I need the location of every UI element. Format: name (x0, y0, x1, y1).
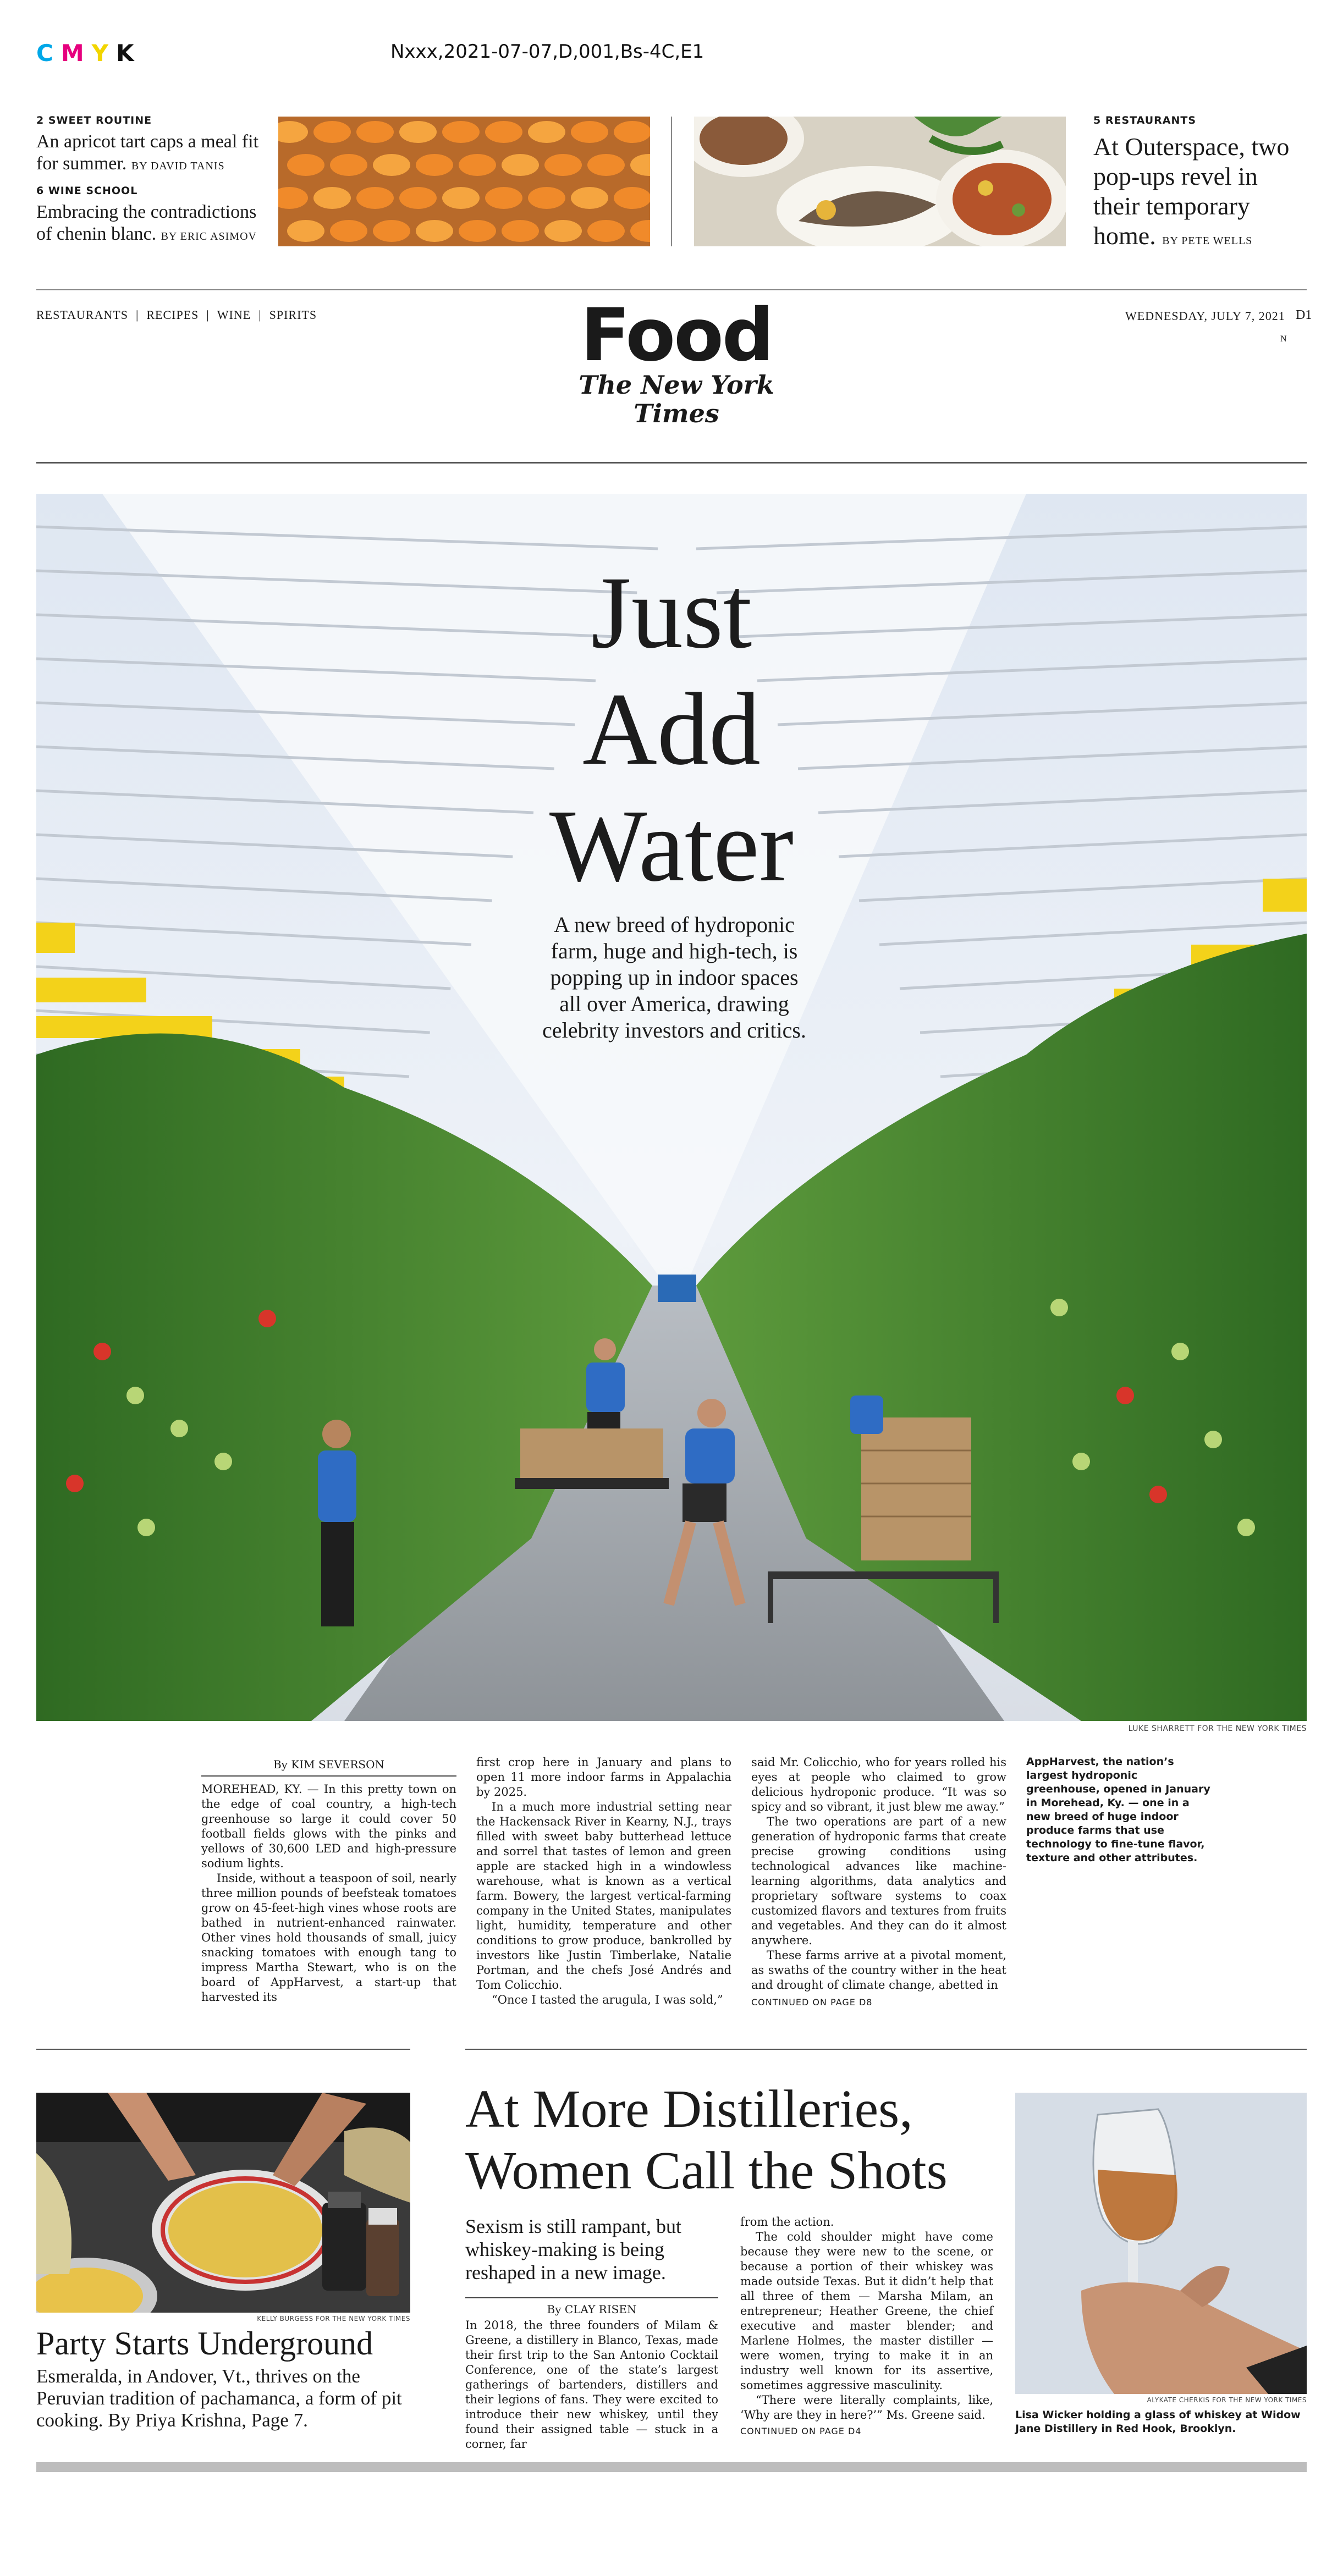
apricot-slice (544, 220, 582, 242)
apricot-slice (287, 154, 324, 176)
apricot-slice (485, 121, 522, 143)
apricot-slice (313, 187, 351, 209)
whiskey-glass-photo[interactable] (1015, 2093, 1307, 2394)
apricot-slice (502, 220, 539, 242)
tomato (258, 1310, 276, 1327)
distilleries-column-2 (740, 2215, 993, 2439)
footer-bar (36, 2462, 1307, 2472)
photo-cutline: AppHarvest, the nation’s largest hydroponic greenhouse, opened in January in Morehead, Ky. — one in a new breed of huge indoor produce farms that use technology to fine-tune flavor, texture and other attributes. (1026, 1756, 1210, 1864)
distilleries-column-1 (465, 2318, 718, 2452)
apricot-slice (587, 220, 625, 242)
photo-cutline: Lisa Wicker holding a glass of whiskey at Widow Jane Distillery in Red Hook, Brooklyn. (1015, 2409, 1301, 2435)
story-text: “Once I tasted the arugula, I was sold,” (492, 1993, 723, 2006)
teaser-kicker: 2 SWEET ROUTINE (36, 114, 152, 126)
story-text: In a much more industrial setting near the Hackensack River in Kearny, N.J., trays filled with sweet baby butterhead lettuce and sorrel that tastes of lemon and green apple are stacked high in a windowless warehouse, what is known as a vertical farm. Bowery, the largest vertical-farming company in the United States, manipulates light, humidity, temperature and other conditions to grow produce, bankrolled by investors like Justin Timberlake, Natalie Portman, and the chefs José Andrés and Tom Colicchio. (476, 1800, 731, 1992)
apricot-slice (287, 220, 324, 242)
lead-column-3 (751, 1755, 1006, 2010)
cmyk-y: Y (91, 40, 117, 67)
story-text: from the action. (740, 2215, 834, 2229)
rule-masthead (36, 462, 1307, 464)
apricot-slice (330, 154, 367, 176)
teaser-restaurants[interactable] (1093, 114, 1308, 256)
nav-separator: | (135, 308, 139, 322)
cmyk-c: C (36, 40, 61, 67)
continued-link[interactable]: CONTINUED ON PAGE D8 (751, 1997, 873, 2007)
party-headline[interactable]: Party Starts Underground (36, 2325, 373, 2362)
apricot-slice (373, 154, 410, 176)
lead-column-1 (201, 1757, 456, 2005)
story-text: “There were literally complaints, like, ‘Why are they in here?’” Ms. Greene said. (740, 2393, 993, 2421)
apricot-slice (459, 154, 496, 176)
masthead (561, 293, 792, 428)
tomato (170, 1420, 188, 1437)
apricot-slice (614, 121, 650, 143)
apricot-tart-photo[interactable] (278, 117, 650, 246)
apricot-slice (614, 187, 650, 209)
nav-spirits[interactable]: SPIRITS (269, 308, 317, 322)
tomato (93, 1343, 111, 1360)
apricot-slice (587, 154, 625, 176)
headline-line: Just (591, 555, 752, 670)
teaser-byline: BY DAVID TANIS (131, 160, 225, 172)
outerspace-food-photo[interactable] (694, 117, 1066, 246)
teaser-text: An apricot tart caps a meal fit for summer. BY DAVID TANIS (36, 131, 259, 174)
rule-left (36, 2049, 410, 2050)
apricot-slice (459, 220, 496, 242)
teaser-kicker: 6 WINE SCHOOL (36, 185, 138, 197)
apricot-slice (373, 220, 410, 242)
edition-mark: N (1280, 334, 1287, 344)
apricot-slice (571, 187, 608, 209)
teaser-kicker: 5 RESTAURANTS (1093, 114, 1197, 126)
tomato (126, 1387, 144, 1404)
story-text: The two operations are part of a new generation of hydroponic farms that create precise growing conditions using technological advances like machine-learning algorithms, data analytics and proprietary software systems to coax customized flavors and textures from fruits and vegetables. And they can do it almost anywhere. (751, 1815, 1006, 1947)
apricot-slice (313, 121, 351, 143)
nav-separator: | (206, 308, 210, 322)
story-text: In 2018, the three founders of Milam & Greene, a distillery in Blanco, Texas, made their first trip to the San Antonio Cocktail Conference, one of the state’s largest gatherings of bartenders, distillers and their legions of fans. They were excited to introduce their new whiskey, until they found their assigned table — stuck in a corner, far (465, 2319, 718, 2451)
teaser-byline: BY ERIC ASIMOV (161, 230, 257, 242)
tomato (1149, 1486, 1167, 1503)
story-text: said Mr. Colicchio, who for years rolled his eyes at people who claimed to grow delicious hydroponic produce. “It was so spicy and so vibrant, it just blew me away.” (751, 1756, 1006, 1813)
teaser-sweet-routine[interactable] (36, 114, 267, 177)
nav-wine[interactable]: WINE (217, 308, 251, 322)
distilleries-dek: Sexism is still rampant, but whiskey-making is being reshaped in a new image. (465, 2215, 681, 2283)
apricot-slice (330, 220, 367, 242)
apricot-slice (416, 220, 453, 242)
tomato (1116, 1387, 1134, 1404)
teaser-wine-school[interactable] (36, 185, 267, 247)
distilleries-headline[interactable]: At More Distilleries, Women Call the Shots (465, 2079, 948, 2200)
party-photo[interactable] (36, 2093, 410, 2313)
nav-recipes[interactable]: RECIPES (146, 308, 199, 322)
apricot-slice (416, 154, 453, 176)
apricot-slice (528, 121, 565, 143)
cmyk-m: M (60, 40, 92, 67)
teaser-text: Embracing the contradictions of chenin blanc. BY ERIC ASIMOV (36, 202, 257, 244)
apricot-slice (399, 121, 437, 143)
continued-link[interactable]: CONTINUED ON PAGE D4 (740, 2426, 862, 2436)
lead-headline (36, 554, 1307, 904)
apricot-slice (399, 187, 437, 209)
story-text: The cold shoulder might have come because they were new to the scene, or because a portion of their whiskey was made outside Texas. But it didn’t help that all three of them — Marsha Milam, an entrepreneur; Heather Greene, the chief executive and master blender; and Marlene Holmes, the master distiller — were women, trying to make it in an industry well known for its assertive, sometimes aggressive masculinity. (740, 2230, 993, 2392)
apricot-slice (442, 187, 480, 209)
photo-credit: LUKE SHARRETT FOR THE NEW YORK TIMES (1128, 1724, 1307, 1733)
tomato (66, 1475, 84, 1492)
teaser-divider (671, 117, 672, 246)
distilleries-byline: By CLAY RISEN (465, 2297, 718, 2316)
tomato (214, 1453, 232, 1470)
apricot-slice (544, 154, 582, 176)
story-text: These farms arrive at a pivotal moment, as swaths of the country wither in the heat and drought of climate change, abetted in (751, 1949, 1006, 1992)
lead-column-2 (476, 1755, 731, 2007)
story-text: first crop here in January and plans to open 11 more indoor farms in Appalachia by 2025. (476, 1756, 731, 1799)
registration-mark (36, 40, 142, 67)
tomato (1204, 1431, 1222, 1448)
lead-byline: By KIM SEVERSON (201, 1757, 456, 1777)
section-nav (36, 308, 317, 322)
tomato (137, 1519, 155, 1536)
nav-restaurants[interactable]: RESTAURANTS (36, 308, 128, 322)
apricot-slice (442, 121, 480, 143)
tomato (1171, 1343, 1189, 1360)
story-text: — In this pretty town on the edge of coal country, a high-tech greenhouse so large it could cover 50 football fields glows with the pinks and yellows of 30,600 LED and high-pressure sodium lights. (201, 1783, 456, 1870)
apricot-slice (528, 187, 565, 209)
teaser-byline: BY PETE WELLS (1162, 235, 1253, 247)
greenhouse-photo[interactable] (36, 494, 1307, 1721)
story-dateline: MOREHEAD, KY. (201, 1783, 302, 1796)
photo-credit: ALYKATE CHERKIS FOR THE NEW YORK TIMES (1147, 2396, 1307, 2404)
apricot-slice (356, 121, 394, 143)
rule-right (465, 2049, 1307, 2050)
rule-top (36, 289, 1307, 290)
story-text: Inside, without a teaspoon of soil, nearly three million pounds of beefsteak tomatoes grow on 45-feet-high vines whose roots are bathed in nutrient-enhanced rainwater. Other vines hold thousands of small, juicy snacking tomatoes with enough tang to impress Martha Stewart, who is on the board of AppHarvest, a start-up that harvested its (201, 1872, 456, 2004)
tomato (1050, 1299, 1068, 1316)
section-title: Food (580, 293, 773, 378)
apricot-slice (356, 187, 394, 209)
headline-line: Add (582, 671, 761, 786)
cmyk-k: K (116, 40, 142, 67)
headline-line: Water (549, 788, 794, 903)
tomato (1237, 1519, 1255, 1536)
teaser-text: At Outerspace, two pop-ups revel in their temporary home. BY PETE WELLS (1093, 133, 1290, 250)
apricot-slice (502, 154, 539, 176)
page-number: D1 (1296, 308, 1312, 322)
apricot-slice (485, 187, 522, 209)
nav-separator: | (258, 308, 262, 322)
issue-date: WEDNESDAY, JULY 7, 2021 (1125, 309, 1285, 323)
paper-logo: The New York Times (579, 370, 774, 428)
lead-dek: A new breed of hydroponic farm, huge and high-tech, is popping up in indoor spaces all over America, drawing celebrity investors and critics. (542, 912, 806, 1042)
party-dek: Esmeralda, in Andover, Vt., thrives on the Peruvian tradition of pachamanca, a form of pit cooking. By Priya Krishna, Page 7. (36, 2365, 402, 2431)
apricot-slice (571, 121, 608, 143)
plate-slug: Nxxx,2021-07-07,D,001,Bs-4C,E1 (390, 41, 704, 63)
photo-credit: KELLY BURGESS FOR THE NEW YORK TIMES (257, 2315, 410, 2323)
tomato (1072, 1453, 1090, 1470)
